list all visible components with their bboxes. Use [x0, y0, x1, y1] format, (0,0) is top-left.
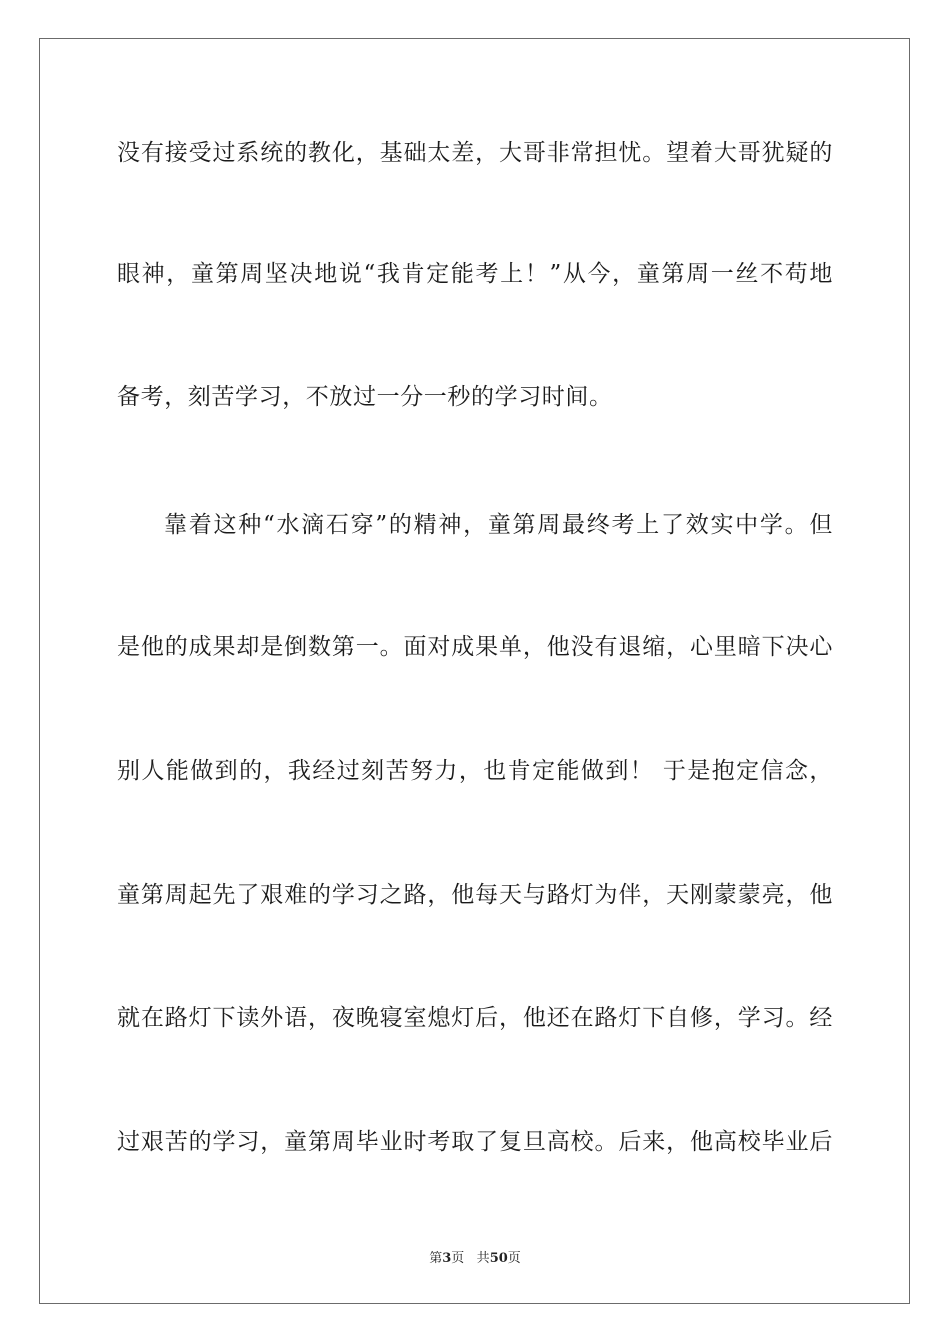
body-text-line: 就在路灯下读外语，夜晚寝室熄灯后，他还在路灯下自修，学习。经	[117, 1005, 833, 1031]
total-pages: 50	[489, 1251, 508, 1266]
page-border	[39, 38, 910, 1304]
body-text-line: 别人能做到的，我经过刻苦努力，也肯定能做到！ 于是抱定信念，	[117, 758, 833, 784]
body-text-line: 备考，刻苦学习，不放过一分一秒的学习时间。	[117, 384, 613, 410]
body-text-line: 没有接受过系统的教化，基础太差，大哥非常担忧。望着大哥犹疑的	[117, 140, 833, 166]
total-suffix: 页	[507, 1251, 521, 1266]
body-text-line: 是他的成果却是倒数第一。面对成果单，他没有退缩，心里暗下决心	[117, 634, 833, 660]
body-text-line: 过艰苦的学习，童第周毕业时考取了复旦高校。后来，他高校毕业后	[117, 1129, 833, 1155]
page-footer	[0, 1247, 950, 1266]
paragraph-first-line: 靠着这种“水滴石穿”的精神，童第周最终考上了效实中学。但	[164, 512, 833, 538]
body-text-line: 童第周起先了艰难的学习之路，他每天与路灯为伴，天刚蒙蒙亮，他	[117, 882, 833, 908]
page-number: 3	[442, 1251, 452, 1266]
page-suffix: 页	[451, 1251, 465, 1266]
total-prefix: 共	[476, 1251, 490, 1266]
body-text-line: 眼神，童第周坚决地说“我肯定能考上！”从今，童第周一丝不苟地	[117, 261, 833, 287]
page-prefix: 第	[429, 1251, 443, 1266]
